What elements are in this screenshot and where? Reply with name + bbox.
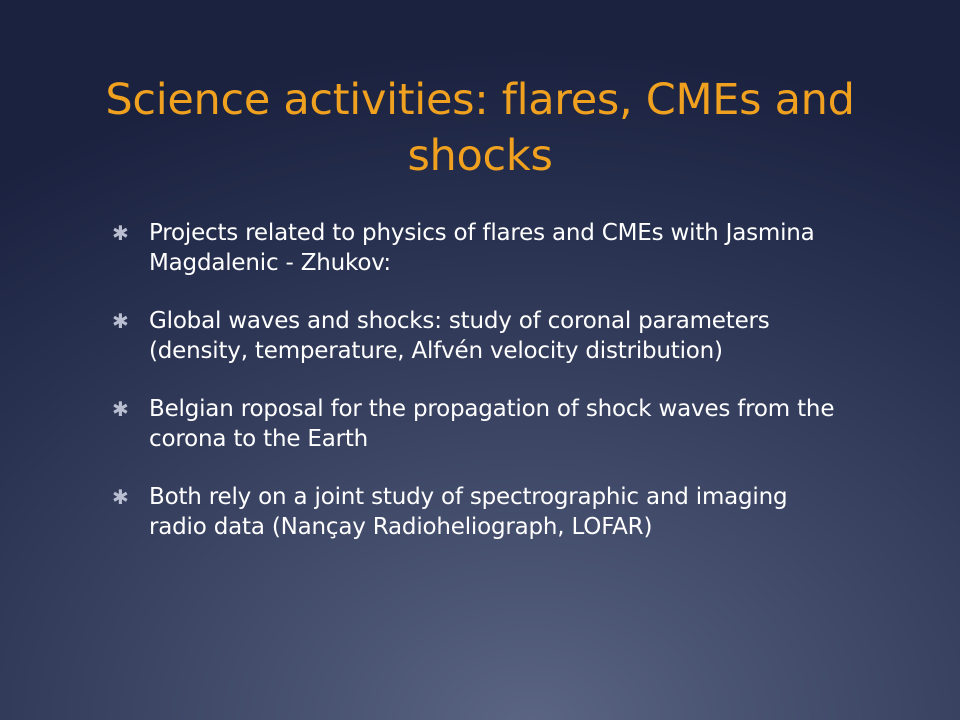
bullet-text: Both rely on a joint study of spectrographic and imaging radio data (Nançay Radioheliograph, LOFAR) — [149, 484, 788, 540]
bullet-list — [112, 218, 852, 570]
bullet-item-global-waves — [112, 306, 852, 366]
bullet-text: Global waves and shocks: study of coronal parameters (density, temperature, Alfvén velocity distribution) — [149, 308, 770, 364]
bullet-item-joint-study — [112, 482, 852, 542]
asterisk-bullet-icon: ✱ — [112, 397, 129, 421]
bullet-text: Projects related to physics of flares and CMEs with Jasmina Magdalenic - Zhukov: — [149, 220, 815, 276]
asterisk-bullet-icon: ✱ — [112, 221, 129, 245]
asterisk-bullet-icon: ✱ — [112, 309, 129, 333]
bullet-text: Belgian roposal for the propagation of shock waves from the corona to the Earth — [149, 396, 835, 452]
slide-title: Science activities: flares, CMEs and shocks — [105, 75, 855, 181]
bullet-item-flares-cmes — [112, 218, 852, 278]
asterisk-bullet-icon: ✱ — [112, 485, 129, 509]
bullet-item-belgian-proposal — [112, 394, 852, 454]
